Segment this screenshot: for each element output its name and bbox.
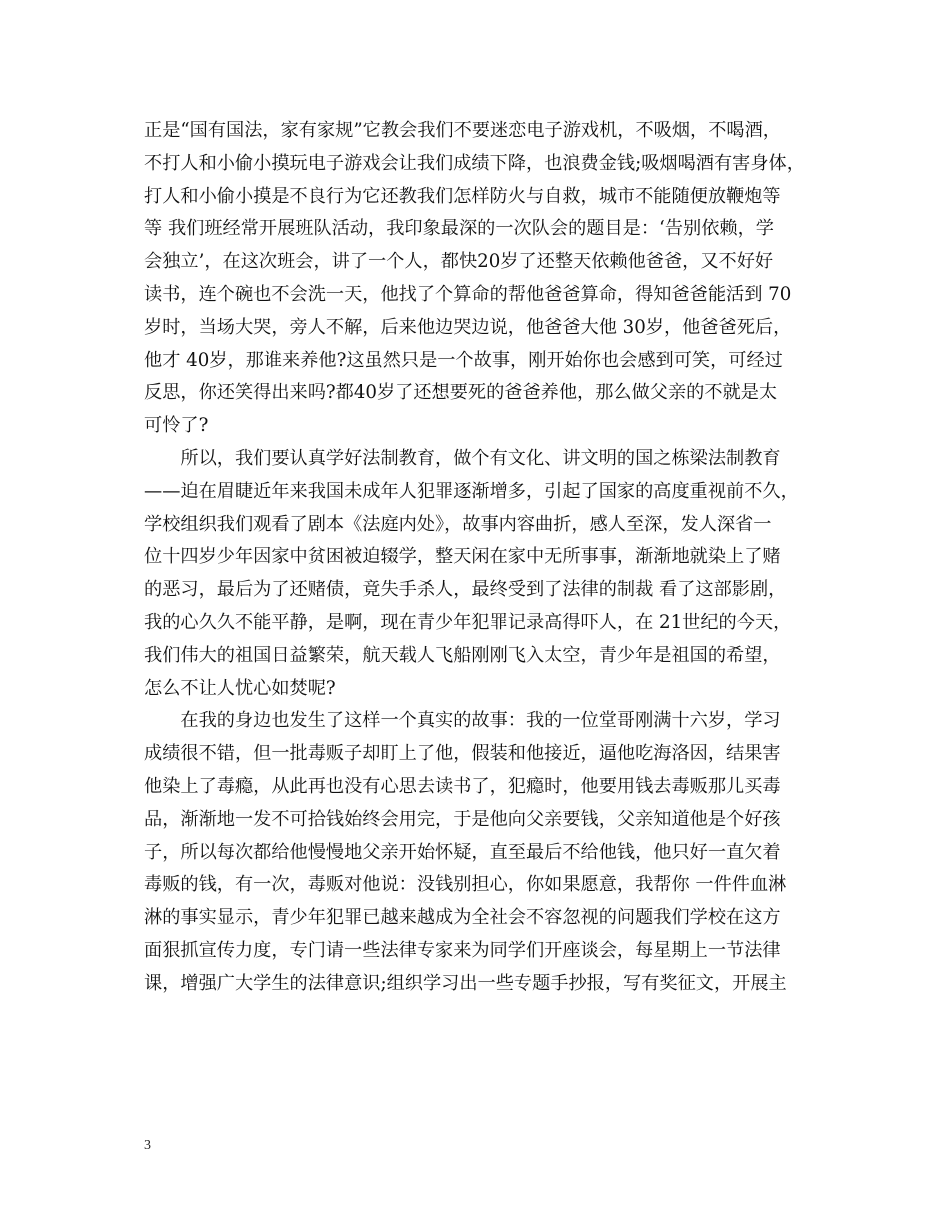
paragraph (144, 115, 806, 443)
text-line: 反思，你还笑得出来吗?都40岁了还想要死的爸爸养他，那么做父亲的不就是太 (144, 382, 778, 404)
text-line: 子，所以每次都给他慢慢地父亲开始怀疑，直至最后不给他钱，他只好一直欠着 (144, 841, 781, 863)
text-line: 他染上了毒瘾，从此再也没有心思去读书了，犯瘾时，他要用钱去毒贩那儿买毒 (144, 775, 781, 797)
text-line: 所以，我们要认真学好法制教育，做个有文化、讲文明的国之栋梁法制教育 (144, 447, 781, 469)
text-line: 可怜了? (144, 415, 209, 437)
text-line: 我们伟大的祖国日益繁荣，航天载人飞船刚刚飞入太空，青少年是祖国的希望， (144, 644, 781, 666)
text-line: 毒贩的钱，有一次，毒贩对他说：没钱别担心，你如果愿意，我帮你 一件件血淋 (144, 874, 787, 896)
text-line: 在我的身边也发生了这样一个真实的故事：我的一位堂哥刚满十六岁，学习 (144, 710, 781, 732)
text-line: 不打人和小偷小摸玩电子游戏会让我们成绩下降，也浪费金钱;吸烟喝酒有害身体， (144, 152, 805, 174)
text-line: ——迫在眉睫近年来我国未成年人犯罪逐渐增多，引起了国家的高度重视前不久， (144, 480, 799, 502)
text-line: 会独立’，在这次班会，讲了一个人，都快20岁了还整天依赖他爸爸，又不好好 (144, 251, 774, 273)
text-line: 等 我们班经常开展班队活动，我印象最深的一次队会的题目是：‘告别依赖，学 (144, 218, 774, 240)
text-line: 面狠抓宣传力度，专门请一些法律专家来为同学们开座谈会，每星期上一节法律 (144, 939, 781, 961)
paragraph (144, 443, 806, 705)
text-line: 的恶习，最后为了还赌债，竟失手杀人，最终受到了法律的制裁 看了这部影剧， (144, 579, 787, 601)
text-line: 学校组织我们观看了剧本《法庭内处》，故事内容曲折，感人至深，发人深省一 (144, 513, 772, 535)
text-line: 岁时，当场大哭，旁人不解，后来他边哭边说，他爸爸大他 30岁，他爸爸死后， (144, 316, 792, 338)
text-line: 他才 40岁，那谁来养他?这虽然只是一个故事，刚开始你也会感到可笑，可经过 (144, 349, 783, 371)
text-line: 课，增强广大学生的法律意识;组织学习出一些专题手抄报，写有奖征文，开展主 (144, 972, 787, 994)
text-line: 品，渐渐地一发不可拾钱始终会用完，于是他向父亲要钱，父亲知道他是个好孩 (144, 808, 781, 830)
paragraph (144, 705, 806, 1000)
text-line: 我的心久久不能平静，是啊，现在青少年犯罪记录高得吓人，在 21世纪的今天， (144, 611, 792, 633)
page-number: 3 (144, 1138, 151, 1153)
text-line: 淋的事实显示，青少年犯罪已越来越成为全社会不容忽视的问题我们学校在这方 (144, 907, 781, 929)
text-line: 位十四岁少年因家中贫困被迫辍学，整天闲在家中无所事事，渐渐地就染上了赌 (144, 546, 781, 568)
text-line: 成绩很不错，但一批毒贩子却盯上了他，假装和他接近，逼他吃海洛因，结果害 (144, 743, 781, 765)
text-line: 正是“国有国法，家有家规”它教会我们不要迷恋电子游戏机，不吸烟，不喝酒， (144, 120, 781, 141)
document-body (144, 115, 806, 1001)
text-line: 打人和小偷小摸是不良行为它还教我们怎样防火与自救，城市不能随便放鞭炮等 (144, 185, 781, 207)
text-line: 读书，连个碗也不会洗一天，他找了个算命的帮他爸爸算命，得知爸爸能活到 70 (144, 283, 792, 305)
text-line: 怎么不让人忧心如焚呢? (144, 677, 336, 699)
